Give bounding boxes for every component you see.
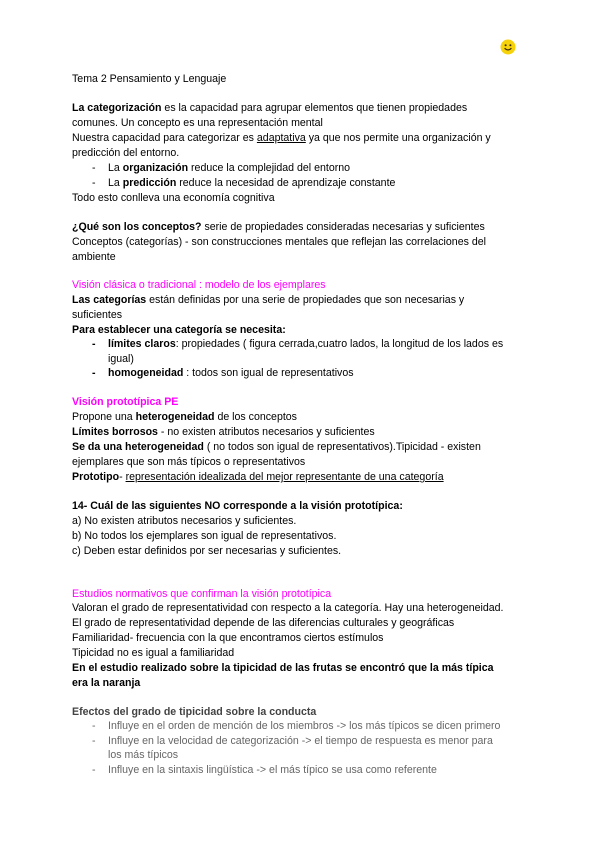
list-item: La predicción reduce la necesidad de aprendizaje constante <box>108 177 396 189</box>
paragraph-line: Nuestra capacidad para categorizar es adaptativa ya que nos permite una organización y <box>72 132 491 144</box>
paragraph-line: Las categorías están definidas por una serie de propiedades que son necesarias y <box>72 294 465 306</box>
question-text: 14- Cuál de las siguientes NO corresponde a la visión prototípica: <box>72 500 403 512</box>
list-item: Influye en la velocidad de categorización -> el tiempo de respuesta es menor para <box>108 735 493 747</box>
paragraph-line: Límites borrosos - no existen atributos necesarios y suficientes <box>72 426 375 438</box>
list-item: límites claros: propiedades ( figura cerrada,cuatro lados, la longitud de los lados es <box>108 338 504 350</box>
smiley-icon <box>500 39 516 55</box>
bullet-dash: - <box>92 338 96 350</box>
paragraph-line: Familiaridad- frecuencia con la que encontramos ciertos estímulos <box>72 632 384 644</box>
paragraph-line: El grado de representatividad depende de las diferencias culturales y geográficas <box>72 617 455 629</box>
paragraph-line: Se da una heterogeneidad ( no todos son igual de representativos).Tipicidad - existen <box>72 441 481 453</box>
paragraph-line: Tipicidad no es igual a familiaridad <box>72 647 235 659</box>
bullet-dash: - <box>92 367 96 379</box>
paragraph-line: predicción del entorno. <box>72 147 180 159</box>
paragraph-line: Prototipo- representación idealizada del mejor representante de una categoría <box>72 471 444 483</box>
answer-option-c: c) Deben estar definidos por ser necesarias y suficientes. <box>72 545 342 557</box>
bullet-dash: - <box>92 162 96 174</box>
list-item: Influye en el orden de mención de los miembros -> los más típicos se dicen primero <box>108 720 501 732</box>
paragraph-line: ¿Qué son los conceptos? serie de propiedades consideradas necesarias y suficientes <box>72 221 485 233</box>
paragraph-line: Valoran el grado de representatividad con respecto a la categoría. Hay una heterogeneidad. <box>72 602 504 614</box>
list-item: La organización reduce la complejidad del entorno <box>108 162 351 174</box>
paragraph-line: comunes. Un concepto es una representación mental <box>72 117 323 129</box>
paragraph-line: Para establecer una categoría se necesita: <box>72 324 286 336</box>
paragraph-line: En el estudio realizado sobre la tipicidad de las frutas se encontró que la más típica <box>72 662 494 674</box>
section-heading: Visión prototípica PE <box>72 396 179 408</box>
section-heading: Visión clásica o tradicional : modelo de los ejemplares <box>72 279 326 291</box>
paragraph-line: suficientes <box>72 309 123 321</box>
paragraph-line: Todo esto conlleva una economía cognitiva <box>72 192 275 204</box>
bullet-dash: - <box>92 735 96 747</box>
paragraph-line: Conceptos (categorías) - son construcciones mentales que reflejan las correlaciones del <box>72 236 486 248</box>
list-item-continued: los más típicos <box>108 749 179 761</box>
paragraph-line: ambiente <box>72 251 116 263</box>
bullet-dash: - <box>92 177 96 189</box>
paragraph-line: Propone una heterogeneidad de los conceptos <box>72 411 297 423</box>
section-heading: Estudios normativos que confirman la visión prototípica <box>72 588 332 600</box>
answer-option-a: a) No existen atributos necesarios y suficientes. <box>72 515 297 527</box>
section-heading: Efectos del grado de tipicidad sobre la conducta <box>72 706 317 718</box>
paragraph-line: La categorización es la capacidad para agrupar elementos que tienen propiedades <box>72 102 468 114</box>
answer-option-b: b) No todos los ejemplares son igual de representativos. <box>72 530 337 542</box>
bullet-dash: - <box>92 764 96 776</box>
list-item: Influye en la sintaxis lingüística -> el más típico se usa como referente <box>108 764 437 776</box>
bullet-dash: - <box>92 720 96 732</box>
document-title: Tema 2 Pensamiento y Lenguaje <box>72 73 227 85</box>
list-item-continued: igual) <box>108 353 134 365</box>
paragraph-line: era la naranja <box>72 677 141 689</box>
list-item: homogeneidad : todos son igual de representativos <box>108 367 354 379</box>
paragraph-line: ejemplares que son más típicos o representativos <box>72 456 306 468</box>
